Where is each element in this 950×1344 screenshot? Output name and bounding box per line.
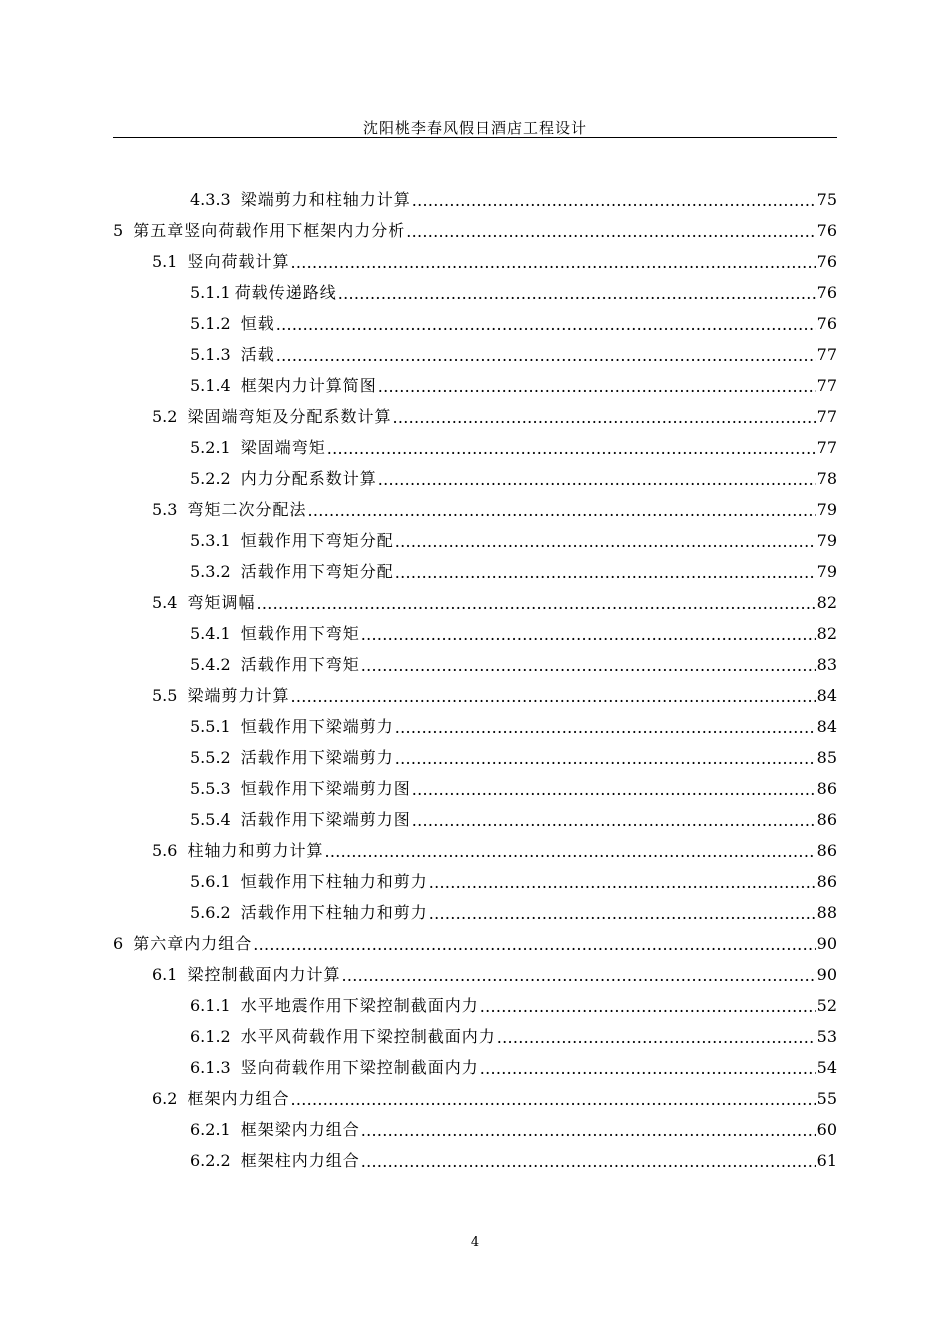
toc-entry-number: 5.5 xyxy=(152,686,178,705)
toc-entry-title: 活载作用下弯矩 xyxy=(240,655,360,674)
toc-entry[interactable] xyxy=(113,494,837,525)
toc-entry-title: 弯矩调幅 xyxy=(187,593,256,612)
toc-entry[interactable] xyxy=(113,1114,837,1145)
toc-entry[interactable] xyxy=(113,587,837,618)
toc-entry-page: 84 xyxy=(816,686,837,705)
toc-dot-leader xyxy=(497,1022,816,1053)
toc-dot-leader xyxy=(480,991,816,1022)
toc-entry-page: 88 xyxy=(816,903,837,922)
toc-dot-leader xyxy=(395,743,816,774)
toc-entry-page: 86 xyxy=(816,872,837,891)
toc-entry-page: 86 xyxy=(816,810,837,829)
toc-dot-leader xyxy=(276,340,816,371)
toc-entry-title: 恒载 xyxy=(240,314,275,333)
toc-entry-title: 恒载作用下柱轴力和剪力 xyxy=(240,872,428,891)
toc-entry-title: 梁端剪力计算 xyxy=(187,686,290,705)
toc-entry-title: 竖向荷载计算 xyxy=(187,252,290,271)
toc-entry-page: 78 xyxy=(816,469,837,488)
page-number: 4 xyxy=(470,1235,480,1250)
toc-entry[interactable] xyxy=(113,432,837,463)
toc-dot-leader xyxy=(480,1053,816,1084)
toc-entry-title: 柱轴力和剪力计算 xyxy=(187,841,324,860)
toc-entry-page: 77 xyxy=(816,345,837,364)
toc-entry-page: 77 xyxy=(816,438,837,457)
toc-entry-number: 6 xyxy=(113,934,124,953)
toc-dot-leader xyxy=(361,619,816,650)
toc-dot-leader xyxy=(253,929,815,960)
toc-entry-title: 竖向荷载作用下梁控制截面内力 xyxy=(240,1058,479,1077)
toc-entry-page: 82 xyxy=(816,593,837,612)
header-rule xyxy=(113,137,837,138)
toc-entry-title: 水平地震作用下梁控制截面内力 xyxy=(240,996,479,1015)
toc-dot-leader xyxy=(276,309,816,340)
toc-entry-number: 5.4.1 xyxy=(190,624,231,643)
toc-entry-number: 5.5.2 xyxy=(190,748,231,767)
toc-entry-number: 5.5.4 xyxy=(190,810,231,829)
toc-entry-page: 77 xyxy=(816,376,837,395)
toc-dot-leader xyxy=(256,588,815,619)
toc-entry-page: 90 xyxy=(816,934,837,953)
toc-entry-title: 恒载作用下梁端剪力图 xyxy=(240,779,411,798)
toc-entry-number: 5.6 xyxy=(152,841,178,860)
toc-entry-title: 框架柱内力组合 xyxy=(240,1151,360,1170)
toc-entry[interactable] xyxy=(113,804,837,835)
running-header: 沈阳桃李春风假日酒店工程设计 xyxy=(362,119,587,137)
toc-entry-number: 5.5.1 xyxy=(190,717,231,736)
toc-entry-page: 60 xyxy=(816,1120,837,1139)
toc-entry-number: 5.3.1 xyxy=(190,531,231,550)
toc-dot-leader xyxy=(327,433,816,464)
toc-entry-number: 5.2 xyxy=(152,407,178,426)
toc-dot-leader xyxy=(361,1115,816,1146)
toc-entry-page: 53 xyxy=(816,1027,837,1046)
toc-entry-title: 活载作用下梁端剪力图 xyxy=(240,810,411,829)
toc-dot-leader xyxy=(361,650,816,681)
toc-entry-number: 6.1.1 xyxy=(190,996,231,1015)
toc-entry[interactable] xyxy=(113,897,837,928)
toc-entry-title: 梁固端弯矩 xyxy=(240,438,326,457)
toc-entry[interactable] xyxy=(113,277,837,308)
toc-dot-leader xyxy=(341,960,815,991)
toc-entry-title: 内力分配系数计算 xyxy=(240,469,377,488)
toc-entry[interactable] xyxy=(113,680,837,711)
toc-entry-number: 5.4 xyxy=(152,593,178,612)
toc-entry[interactable] xyxy=(113,742,837,773)
toc-entry-title: 梁端剪力和柱轴力计算 xyxy=(240,190,411,209)
toc-entry-number: 5.6.1 xyxy=(190,872,231,891)
toc-entry[interactable] xyxy=(113,773,837,804)
toc-entry-number: 5.1.1 xyxy=(190,283,231,302)
toc-entry[interactable] xyxy=(113,990,837,1021)
toc-entry-title: 恒载作用下弯矩 xyxy=(240,624,360,643)
toc-entry-title: 梁控制截面内力计算 xyxy=(187,965,341,984)
toc-entry-title: 框架内力组合 xyxy=(187,1089,290,1108)
toc-entry-title: 活载作用下弯矩分配 xyxy=(240,562,394,581)
toc-dot-leader xyxy=(290,1084,815,1115)
toc-entry-number: 5 xyxy=(113,221,124,240)
toc-entry[interactable] xyxy=(113,835,837,866)
toc-entry[interactable] xyxy=(113,370,837,401)
toc-entry-page: 76 xyxy=(816,283,837,302)
toc-entry-title: 恒载作用下梁端剪力 xyxy=(240,717,394,736)
toc-entry-page: 90 xyxy=(816,965,837,984)
toc-entry-number: 6.2.2 xyxy=(190,1151,231,1170)
toc-entry-number: 5.6.2 xyxy=(190,903,231,922)
toc-entry-number: 5.3 xyxy=(152,500,178,519)
toc-dot-leader xyxy=(290,247,815,278)
toc-entry-page: 61 xyxy=(816,1151,837,1170)
toc-entry-number: 6.1.2 xyxy=(190,1027,231,1046)
toc-dot-leader xyxy=(412,774,816,805)
toc-dot-leader xyxy=(429,898,816,929)
toc-entry[interactable] xyxy=(113,928,837,959)
toc-entry[interactable] xyxy=(113,215,837,246)
toc-entry-number: 5.1.4 xyxy=(190,376,231,395)
toc-entry-title: 水平风荷载作用下梁控制截面内力 xyxy=(240,1027,496,1046)
toc-dot-leader xyxy=(395,712,816,743)
toc-entry[interactable] xyxy=(113,401,837,432)
toc-entry-number: 6.1 xyxy=(152,965,178,984)
toc-dot-leader xyxy=(412,185,816,216)
table-of-contents xyxy=(113,184,837,1176)
toc-entry[interactable] xyxy=(113,1083,837,1114)
toc-entry-page: 76 xyxy=(816,221,837,240)
toc-entry-page: 75 xyxy=(816,190,837,209)
toc-entry[interactable] xyxy=(113,1021,837,1052)
toc-entry-number: 5.1 xyxy=(152,252,178,271)
toc-entry[interactable] xyxy=(113,184,837,215)
toc-entry-title: 荷载传递路线 xyxy=(234,283,337,302)
toc-entry-number: 5.3.2 xyxy=(190,562,231,581)
toc-dot-leader xyxy=(378,464,816,495)
toc-entry-page: 84 xyxy=(816,717,837,736)
toc-entry-number: 5.2.1 xyxy=(190,438,231,457)
toc-entry-number: 5.1.2 xyxy=(190,314,231,333)
toc-entry-number: 6.2.1 xyxy=(190,1120,231,1139)
toc-entry-page: 86 xyxy=(816,841,837,860)
toc-dot-leader xyxy=(395,526,816,557)
toc-entry-number: 6.1.3 xyxy=(190,1058,231,1077)
toc-entry-title: 弯矩二次分配法 xyxy=(187,500,307,519)
toc-entry-title: 框架内力计算简图 xyxy=(240,376,377,395)
toc-entry-page: 79 xyxy=(816,500,837,519)
toc-entry-title: 第五章竖向荷载作用下框架内力分析 xyxy=(133,221,406,240)
toc-entry[interactable] xyxy=(113,866,837,897)
toc-entry-page: 82 xyxy=(816,624,837,643)
toc-dot-leader xyxy=(307,495,815,526)
toc-entry-number: 5.5.3 xyxy=(190,779,231,798)
toc-entry-number: 5.4.2 xyxy=(190,655,231,674)
toc-dot-leader xyxy=(429,867,816,898)
toc-entry-page: 77 xyxy=(816,407,837,426)
toc-dot-leader xyxy=(392,402,815,433)
toc-entry-number: 5.1.3 xyxy=(190,345,231,364)
toc-entry-title: 活载 xyxy=(240,345,275,364)
toc-entry[interactable] xyxy=(113,959,837,990)
toc-entry-page: 76 xyxy=(816,252,837,271)
toc-dot-leader xyxy=(378,371,816,402)
toc-entry-title: 活载作用下梁端剪力 xyxy=(240,748,394,767)
toc-entry[interactable] xyxy=(113,618,837,649)
toc-dot-leader xyxy=(395,557,816,588)
toc-entry-title: 活载作用下柱轴力和剪力 xyxy=(240,903,428,922)
toc-dot-leader xyxy=(412,805,816,836)
toc-entry-page: 83 xyxy=(816,655,837,674)
toc-entry-page: 54 xyxy=(816,1058,837,1077)
toc-dot-leader xyxy=(338,278,816,309)
toc-dot-leader xyxy=(290,681,815,712)
toc-entry-title: 恒载作用下弯矩分配 xyxy=(240,531,394,550)
toc-entry-page: 79 xyxy=(816,531,837,550)
toc-entry-page: 85 xyxy=(816,748,837,767)
toc-entry-title: 第六章内力组合 xyxy=(133,934,253,953)
toc-entry[interactable] xyxy=(113,1052,837,1083)
toc-entry[interactable] xyxy=(113,711,837,742)
toc-dot-leader xyxy=(361,1146,816,1177)
toc-entry[interactable] xyxy=(113,463,837,494)
toc-entry-number: 5.2.2 xyxy=(190,469,231,488)
toc-entry-title: 框架梁内力组合 xyxy=(240,1120,360,1139)
toc-entry-title: 梁固端弯矩及分配系数计算 xyxy=(187,407,392,426)
toc-entry[interactable] xyxy=(113,246,837,277)
toc-entry-page: 76 xyxy=(816,314,837,333)
toc-entry[interactable] xyxy=(113,308,837,339)
toc-dot-leader xyxy=(406,216,815,247)
toc-dot-leader xyxy=(324,836,815,867)
toc-entry[interactable] xyxy=(113,525,837,556)
toc-entry[interactable] xyxy=(113,649,837,680)
toc-entry-page: 52 xyxy=(816,996,837,1015)
toc-entry-page: 79 xyxy=(816,562,837,581)
toc-entry-number: 4.3.3 xyxy=(190,190,231,209)
toc-entry-number: 6.2 xyxy=(152,1089,178,1108)
toc-entry[interactable] xyxy=(113,556,837,587)
toc-entry[interactable] xyxy=(113,1145,837,1176)
toc-entry[interactable] xyxy=(113,339,837,370)
toc-entry-page: 86 xyxy=(816,779,837,798)
toc-entry-page: 55 xyxy=(816,1089,837,1108)
